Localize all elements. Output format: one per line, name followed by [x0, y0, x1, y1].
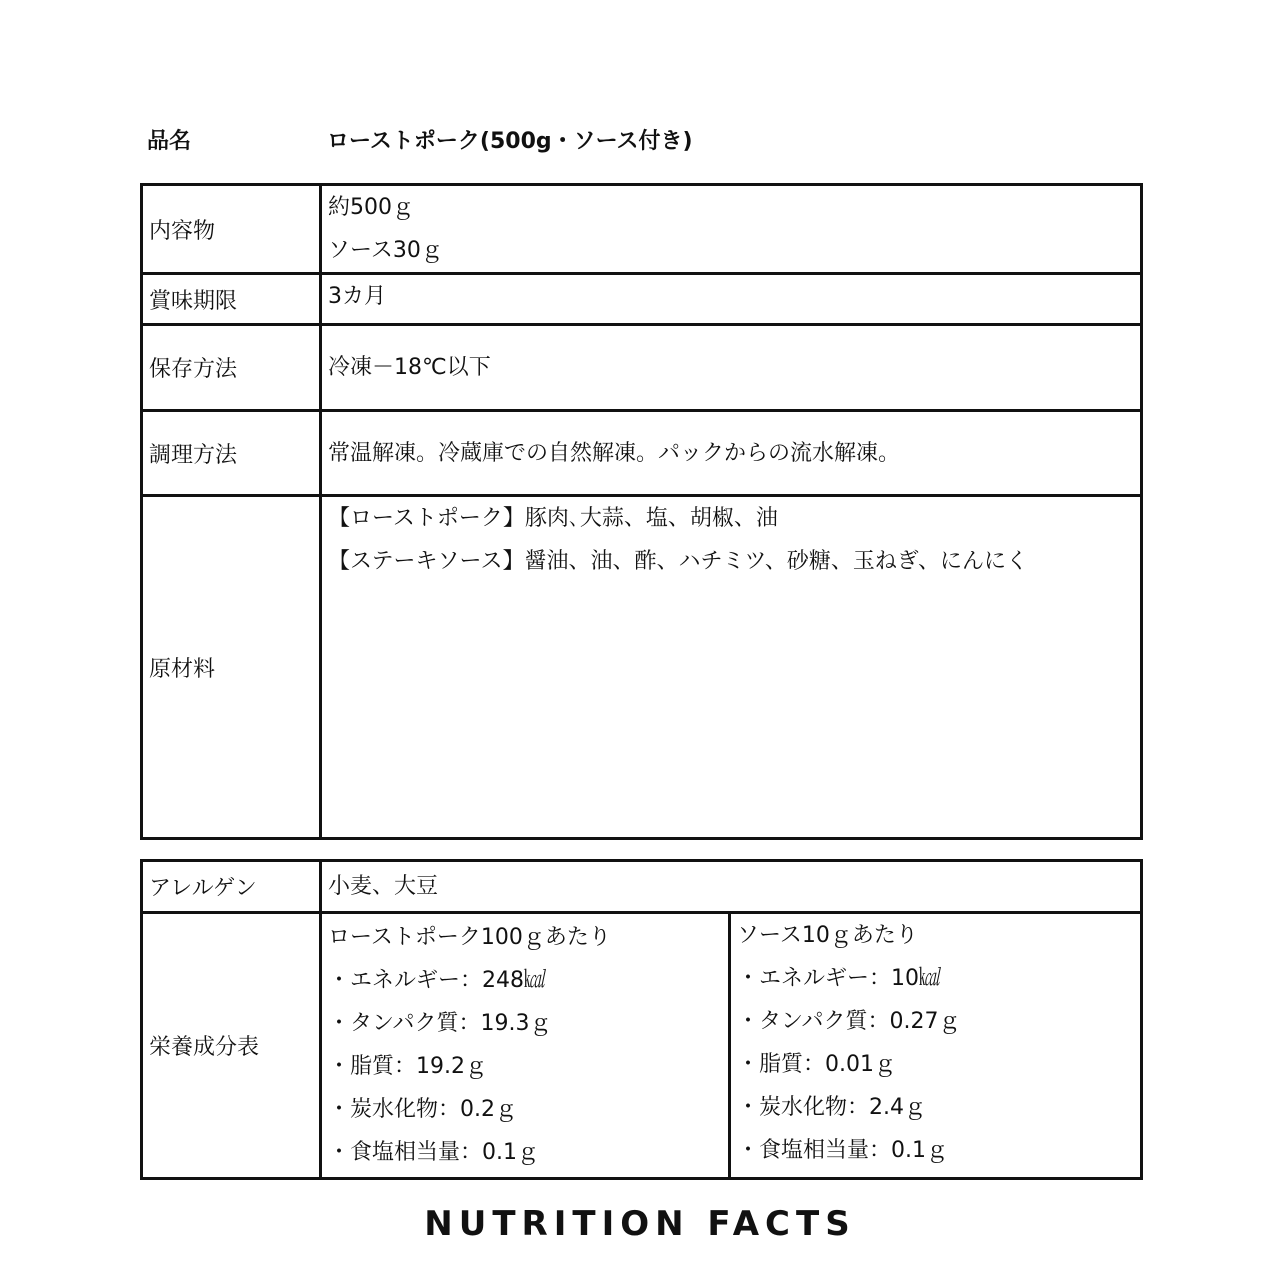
nutrition-sauce-column	[730, 913, 1142, 1179]
sauce-item: ・食塩相当量：0.1ｇ	[737, 1138, 948, 1163]
ingredients-line: 【ステーキソース】醤油、油、酢、ハチミツ、砂糖、玉ねぎ、にんにく	[328, 549, 1029, 574]
storage-label: 保存方法	[142, 325, 321, 411]
allergen-label: アレルゲン	[142, 861, 321, 913]
nutrition-label: 栄養成分表	[142, 913, 321, 1179]
storage-value	[321, 325, 1142, 411]
contents-line: 約500ｇ	[328, 195, 414, 220]
spec-row-cooking	[142, 411, 1142, 496]
pork-item: ・食塩相当量：0.1ｇ	[328, 1140, 539, 1165]
allergen-line: 小麦、大豆	[328, 874, 439, 899]
spec-row-expiry	[142, 274, 1142, 325]
storage-line: 冷凍－18℃以下	[328, 355, 491, 380]
pork-item: ・タンパク質：19.3ｇ	[328, 1011, 552, 1036]
ingredients-value	[321, 496, 1142, 839]
pork-item: ・エネルギー：248㎉	[328, 968, 546, 993]
sauce-item: ・エネルギー：10㎉	[737, 966, 941, 991]
expiry-label: 賞味期限	[142, 274, 321, 325]
sauce-item: ・脂質：0.01ｇ	[737, 1052, 896, 1077]
sauce-item: ・炭水化物：2.4ｇ	[737, 1095, 926, 1120]
nutrition-row	[142, 913, 1142, 1179]
allergen-row	[142, 861, 1142, 913]
cooking-value	[321, 411, 1142, 496]
contents-line: ソース30ｇ	[328, 238, 443, 263]
expiry-value	[321, 274, 1142, 325]
spec-row-ingredients	[142, 496, 1142, 839]
product-name-label: 品名	[147, 129, 192, 154]
sauce-item: ・タンパク質：0.27ｇ	[737, 1009, 961, 1034]
pork-header: ローストポーク100ｇあたり	[328, 925, 611, 950]
cooking-label: 調理方法	[142, 411, 321, 496]
cooking-line: 常温解凍。冷蔵庫での自然解凍。パックからの流水解凍。	[328, 440, 901, 466]
nutrition-table	[140, 859, 1143, 1180]
nutrition-facts-heading: NUTRITION FACTS	[424, 1204, 856, 1244]
expiry-line: 3カ月	[328, 284, 386, 309]
product-name-value: ローストポーク(500g・ソース付き)	[327, 129, 693, 154]
contents-value	[321, 185, 1142, 274]
product-spec-table	[140, 183, 1143, 840]
pork-item: ・炭水化物：0.2ｇ	[328, 1097, 517, 1122]
spec-row-storage	[142, 325, 1142, 411]
ingredients-label: 原材料	[142, 496, 321, 839]
ingredients-line: 【ローストポーク】豚肉､大蒜、塩、胡椒、油	[328, 506, 778, 531]
sauce-header: ソース10ｇあたり	[737, 923, 918, 948]
product-name-row	[147, 124, 1137, 160]
pork-item: ・脂質：19.2ｇ	[328, 1054, 487, 1079]
spec-row-contents	[142, 185, 1142, 274]
allergen-value	[321, 861, 1142, 913]
contents-label: 内容物	[142, 185, 321, 274]
nutrition-pork-column	[321, 913, 730, 1179]
